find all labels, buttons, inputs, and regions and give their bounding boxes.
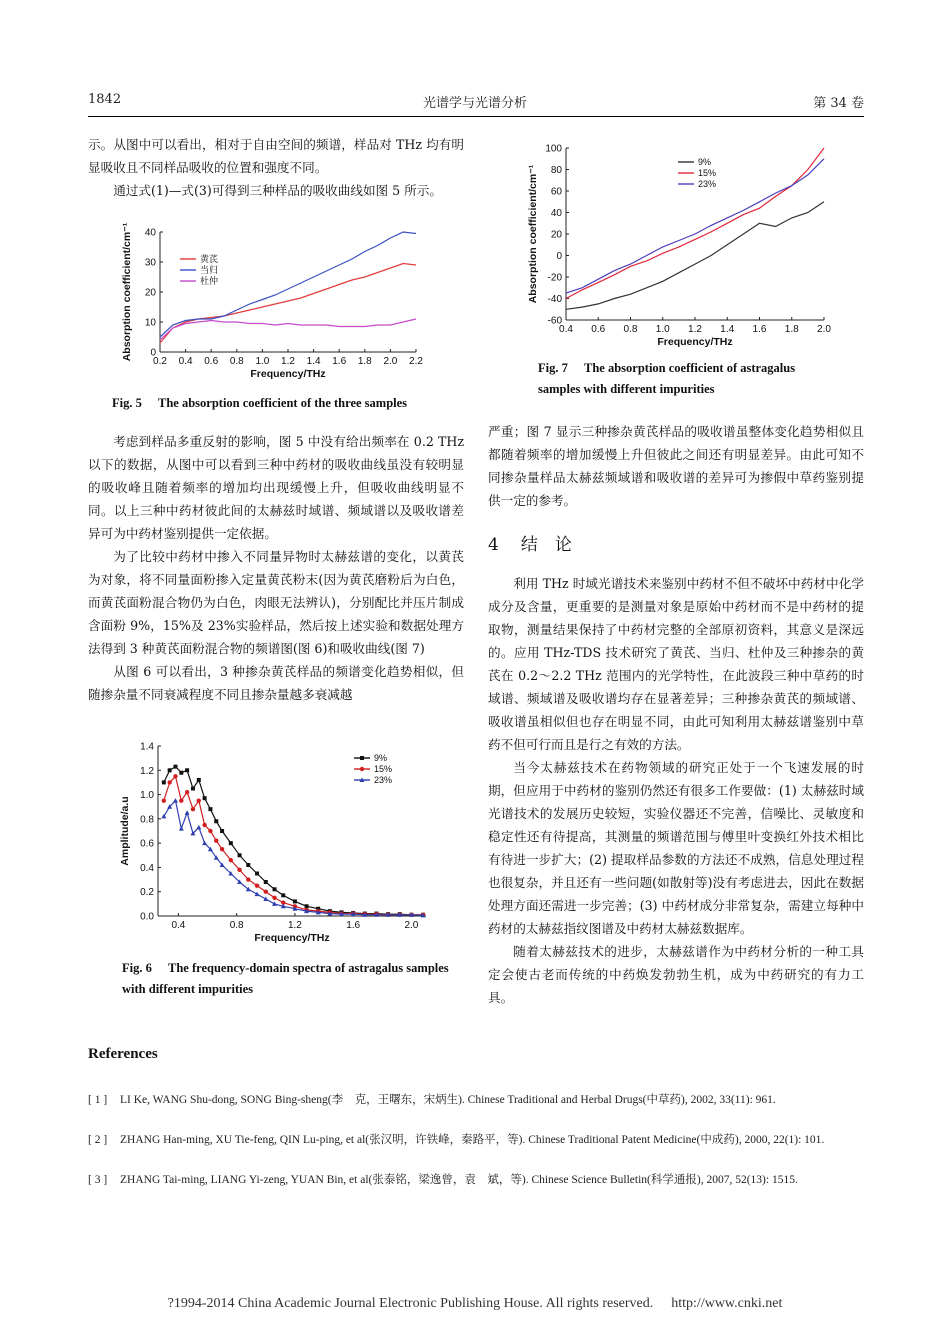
- fig6-legend-label: 15%: [374, 764, 393, 774]
- fig6-point: [305, 904, 309, 908]
- fig5-xtick-label: 1.0: [255, 356, 270, 367]
- section-heading: [488, 530, 572, 555]
- reference-1-text: LI Ke, WANG Shu-dong, SONG Bing-sheng(李 克，王曙东，宋炳生). Chinese Traditional and Herbal Drugs(中草药), 2002, 33(11): 961.: [120, 1094, 776, 1106]
- fig6-point: [246, 877, 250, 881]
- fig6-point: [185, 768, 189, 772]
- fig6-point: [273, 887, 277, 891]
- fig6-legend-label: 23%: [374, 775, 393, 785]
- fig5-legend-label: 黄芪: [200, 254, 219, 264]
- reference-3-text: ZHANG Tai-ming, LIANG Yi-zeng, YUAN Bin, et al(张泰铭，梁逸曾，袁 斌，等). Chinese Science Bulletin(科学通报), 2007, 52(13): 1515.: [120, 1174, 798, 1186]
- fig7-legend-label: 15%: [698, 168, 717, 178]
- reference-1: [88, 1090, 864, 1130]
- header-rule: [88, 116, 864, 117]
- fig6-ytick-label: 1.2: [140, 765, 154, 777]
- fig6-point: [238, 853, 242, 857]
- fig5-xtick-label: 0.4: [178, 356, 193, 367]
- fig5-ytick-label: 40: [144, 227, 156, 239]
- fig5-ytick-label: 30: [144, 257, 156, 269]
- fig6-legend-marker: [360, 756, 364, 760]
- fig6-xtick-label: 2.0: [404, 920, 419, 931]
- fig6-point: [203, 796, 207, 800]
- fig6-point: [220, 847, 224, 851]
- fig7-ytick-label: -20: [547, 272, 562, 284]
- footer: [0, 1296, 950, 1312]
- fig6-point: [208, 807, 212, 811]
- fig7-plot: [527, 144, 831, 349]
- fig6-point: [162, 798, 166, 802]
- fig6-point: [202, 841, 207, 846]
- fig6-plot: [119, 742, 426, 945]
- fig6-point: [246, 863, 250, 867]
- references-title: References: [88, 1046, 158, 1062]
- fig5-xtick-label: 2.2: [409, 356, 423, 367]
- fig7-label: Fig. 7: [538, 361, 568, 375]
- fig6-ylabel: Amplitude/a.u: [119, 796, 131, 866]
- fig6-ytick-label: 0.4: [140, 862, 154, 874]
- right-para-3: 当今太赫兹技术在药物领域的研究正处于一个飞速发展的时期，但应用于中药材的鉴别仍然还有很多工作要做：(1) 太赫兹时域光谱技术的发展历史较短，实验仪器还不完善，信噪比、灵敏度和稳定性还有待提高，其测量的频谱范围与傅里叶变换红外技术相比有待进一步扩大；(2) 提取样品参数的方法还不成熟，信息处理过程也很复杂，并且还有一些问题(如散射等)没有考虑进去，因此在数据处理方面还需进一步完善；(3) 中药材成分非常复杂，需建立每种中药材的太赫兹指纹图谱及中药材太赫兹数据库。: [488, 760, 864, 936]
- fig6-legend-label: 9%: [374, 753, 388, 763]
- section-number: 4: [488, 535, 499, 555]
- fig6-point: [229, 858, 233, 862]
- fig7-xtick-label: 2.0: [817, 324, 831, 335]
- fig6-point: [272, 896, 276, 900]
- footer-url[interactable]: http://www.cnki.net: [671, 1296, 783, 1311]
- fig6-xlabel: Frequency/THz: [254, 932, 330, 944]
- fig5-xtick-label: 1.2: [281, 356, 295, 367]
- fig7-series-line: [566, 159, 824, 293]
- fig5-legend-label: 杜仲: [200, 276, 219, 286]
- fig5-xtick-label: 1.6: [332, 356, 347, 367]
- reference-1-number: [ 1 ]: [88, 1094, 108, 1106]
- fig5-xtick-label: 0.8: [229, 356, 244, 367]
- reference-2-text: ZHANG Han-ming, XU Tie-feng, QIN Lu-ping, et al(张汉明，许铁峰，秦路平，等). Chinese Traditional Patent Medicine(中成药), 2000, 22(1): 101.: [120, 1134, 825, 1146]
- fig6-point: [162, 780, 166, 784]
- fig6-xtick-label: 1.6: [346, 920, 361, 931]
- fig6-xtick-label: 0.8: [229, 920, 244, 931]
- fig5-label: Fig. 5: [112, 396, 142, 410]
- right-para-1: 严重；图 7 显示三种掺杂黄芪样品的吸收谱虽整体变化趋势相似且都随着频率的增加缓慢上升但彼此之间还有明显差异。由此可知不同掺杂量样品太赫兹频域谱和吸收谱的差异可为掺假中草药鉴别提供一定的参考。: [488, 424, 864, 508]
- fig6-point: [197, 798, 201, 802]
- fig5-caption-block: [112, 393, 464, 414]
- fig6-series-line: [164, 767, 423, 915]
- page-number: 1842: [88, 92, 122, 107]
- fig6-point: [264, 890, 268, 894]
- fig6-point: [220, 829, 224, 833]
- fig7-xtick-label: 0.4: [559, 324, 573, 335]
- section-title: 结 论: [520, 535, 572, 555]
- fig6-point: [179, 771, 183, 775]
- fig5-ylabel: Absorption coefficient/cm⁻¹: [121, 222, 133, 362]
- left-para-5: 从图 6 可以看出，3 种掺杂黄芪样品的频谱变化趋势相似，但随掺杂量不同衰减程度不同且掺杂量越多衰减越: [88, 664, 464, 702]
- fig6-point: [237, 868, 241, 872]
- fig7-xlabel: Frequency/THz: [657, 336, 733, 348]
- fig6-point: [255, 883, 259, 887]
- fig5-series-line: [160, 264, 416, 344]
- fig6-ytick-label: 0.6: [140, 838, 154, 850]
- fig7-xtick-label: 0.8: [623, 324, 638, 335]
- volume-label: 第 34 卷: [813, 96, 864, 111]
- fig7-ytick-label: 100: [545, 143, 562, 155]
- fig7-caption-block: [538, 358, 838, 400]
- fig7-ytick-label: 40: [550, 208, 562, 219]
- journal-title: 光谱学与光谱分析: [422, 96, 527, 111]
- fig5-ytick-label: 20: [144, 287, 156, 299]
- fig6-point: [191, 787, 195, 791]
- fig6-point: [263, 897, 268, 902]
- fig5-xlabel: Frequency/THz: [250, 368, 326, 380]
- fig7-ytick-label: -40: [547, 294, 562, 305]
- reference-3-number: [ 3 ]: [88, 1174, 108, 1186]
- fig6-point: [168, 768, 172, 772]
- fig5-ytick-label: 10: [144, 317, 156, 329]
- fig7-xtick-label: 1.4: [720, 324, 735, 335]
- fig6-point: [185, 810, 190, 815]
- left-para-2: 通过式(1)—式(3)可得到三种样品的吸收曲线如图 5 所示。: [113, 183, 442, 198]
- fig6-point: [173, 774, 177, 778]
- fig7-legend-label: 23%: [698, 179, 717, 189]
- fig6-label: Fig. 6: [122, 961, 152, 975]
- fig7-xtick-label: 1.6: [752, 324, 767, 335]
- fig6-chart: [118, 738, 436, 954]
- fig7-chart: [520, 136, 838, 358]
- fig6-xtick-label: 1.2: [287, 920, 302, 931]
- fig7-xtick-label: 1.8: [784, 324, 799, 335]
- fig6-point: [214, 819, 218, 823]
- fig6-point: [185, 790, 189, 794]
- fig6-point: [202, 823, 206, 827]
- fig5-xtick-label: 1.8: [357, 356, 372, 367]
- fig6-point: [179, 826, 184, 831]
- fig5-chart: [118, 222, 436, 388]
- fig6-legend-marker: [360, 767, 364, 771]
- fig6-point: [208, 829, 212, 833]
- reference-2: [88, 1130, 864, 1170]
- left-para-3: 考虑到样品多重反射的影响，图 5 中没有给出频率在 0.2 THz 以下的数据，从图中可以看到三种中药材的吸收曲线虽没有较明显的吸收峰且随着频率的增加均出现缓慢上升，但吸收曲线明显不同。以上三种中药材彼此间的太赫兹时域谱、频域谱以及吸收谱差异可为中药材鉴别提供一定依据。: [88, 434, 464, 541]
- fig6-point: [191, 807, 195, 811]
- fig6-point: [255, 892, 260, 897]
- right-para-2: 利用 THz 时域光谱技术来鉴别中药材不但不破坏中药材中化学成分及含量，更重要的是测量对象是原始中药材而不是中药材的提取物，测量结果保持了中药材完整的全部原初资料，其意义是深远的。应用 THz-TDS 技术研究了黄芪、当归、杜仲及三种掺杂的黄芪在 0.2～2.2 THz 范围内的光学特性，在此波段三种中草药的时域谱、频域谱及吸收谱均存在显著差异；三种掺杂黄芪的频域谱、吸收谱虽相似但也存在明显不同，由此可知利用太赫兹谱鉴别中草药不但可行而且是行之有效的方法。: [488, 576, 864, 752]
- fig7-ytick-label: 80: [550, 165, 562, 176]
- fig6-point: [214, 839, 218, 843]
- fig6-point: [196, 825, 201, 830]
- fig6-point: [281, 893, 285, 897]
- fig6-xtick-label: 0.4: [171, 920, 186, 931]
- fig7-ytick-label: 20: [550, 229, 562, 241]
- reference-3: [88, 1170, 864, 1210]
- fig6-point: [173, 798, 178, 803]
- fig6-ytick-label: 0.0: [140, 911, 154, 923]
- fig7-xtick-label: 1.0: [655, 324, 670, 335]
- fig6-point: [255, 872, 259, 876]
- fig7-xtick-label: 0.6: [591, 324, 606, 335]
- fig6-point: [167, 780, 171, 784]
- fig5-series-line: [160, 319, 416, 340]
- left-para-1: 示。从图中可以看出，相对于自由空间的频谱，样品对 THz 均有明显吸收且不同样品吸收的位置和强度不同。: [88, 137, 464, 175]
- fig5-caption: The absorption coefficient of the three samples: [158, 396, 408, 410]
- fig6-caption-block: [122, 958, 464, 1000]
- fig7-ylabel: Absorption coefficient/cm⁻¹: [527, 164, 539, 304]
- reference-2-number: [ 2 ]: [88, 1134, 108, 1146]
- fig6-point: [229, 841, 233, 845]
- fig6-ytick-label: 0.8: [140, 814, 154, 826]
- fig6-ytick-label: 1.4: [140, 741, 154, 753]
- left-para-4: 为了比较中药材中掺入不同量异物时太赫兹谱的变化，以黄芪为对象，将不同量面粉掺入定量黄芪粉末(因为黄芪磨粉后为白色，而黄芪面粉混合物仍为白色，肉眼无法辨认)，分别配比并压片制成含面粉 9%，15%及 23%实验样品，然后按上述实验和数据处理方法得到 3 种黄芪面粉混合物的频谱图(图 6)和吸收曲线(图 7): [88, 549, 464, 656]
- fig6-point: [264, 880, 268, 884]
- fig5-xtick-label: 0.6: [204, 356, 219, 367]
- fig6-ytick-label: 0.2: [140, 887, 154, 899]
- footer-copyright: ?1994-2014 China Academic Journal Electronic Publishing House. All rights reserved.: [167, 1296, 654, 1311]
- fig5-plot: [121, 222, 423, 380]
- fig5-legend-label: 当归: [200, 265, 219, 275]
- fig7-ytick-label: 60: [550, 186, 562, 198]
- fig7-ytick-label: -60: [547, 315, 562, 327]
- right-para-4: 随着太赫兹技术的进步，太赫兹谱作为中药材分析的一种工具定会使古老而传统的中药焕发勃勃生机，成为中药研究的有力工具。: [488, 944, 864, 1005]
- fig7-series-line: [566, 202, 824, 309]
- fig6-point: [173, 765, 177, 769]
- fig6-point: [179, 798, 183, 802]
- fig6-caption: The frequency-domain spectra of astragalus samples with different impurities: [122, 961, 449, 996]
- fig7-legend-label: 9%: [698, 157, 712, 167]
- fig7-caption: The absorption coefficient of astragalus samples with different impurities: [538, 361, 796, 396]
- fig6-ytick-label: 1.0: [140, 790, 154, 802]
- fig5-series-line: [160, 232, 416, 337]
- fig5-xtick-label: 1.4: [306, 356, 321, 367]
- fig7-xtick-label: 1.2: [688, 324, 702, 335]
- fig7-ytick-label: 0: [556, 251, 562, 262]
- fig5-ytick-label: 0: [150, 347, 156, 359]
- fig6-point: [293, 899, 297, 903]
- fig6-point: [197, 778, 201, 782]
- fig5-xtick-label: 2.0: [383, 356, 398, 367]
- fig5-xtick-label: 0.2: [153, 356, 167, 367]
